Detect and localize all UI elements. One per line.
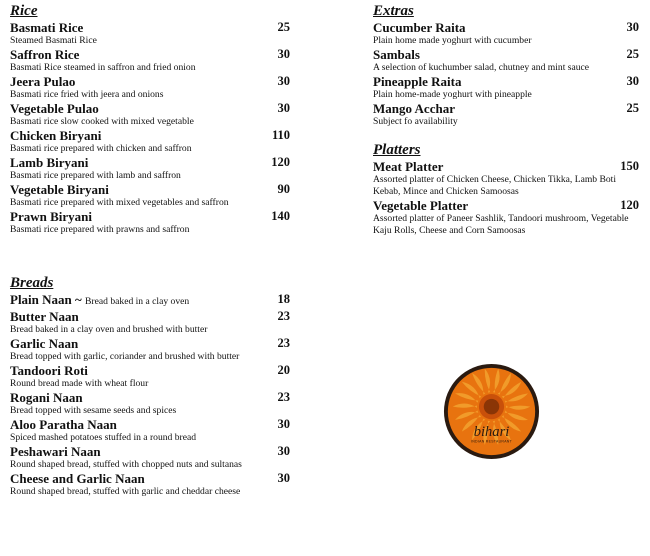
menu-item (373, 20, 639, 47)
item-price: 30 (277, 417, 290, 431)
menu-item (10, 390, 290, 417)
item-name: Peshawari Naan (10, 444, 101, 459)
item-price: 25 (626, 101, 639, 115)
rice-list (10, 20, 290, 236)
item-name: Pineapple Raita (373, 74, 462, 89)
menu-item (10, 20, 290, 47)
menu-item (10, 444, 290, 471)
logo-image (443, 363, 540, 460)
menu-item (10, 101, 290, 128)
item-desc: Subject fo availability (373, 116, 458, 127)
menu-item (10, 182, 290, 209)
item-desc: Bread topped with garlic, coriander and brushed with butter (10, 351, 240, 362)
item-desc: Basmati rice prepared with chicken and saffron (10, 143, 192, 154)
item-desc: Steamed Basmati Rice (10, 35, 97, 46)
item-name: Vegetable Biryani (10, 182, 109, 197)
item-name: Meat Platter (373, 159, 444, 174)
menu-item (10, 417, 290, 444)
item-desc: A selection of kuchumber salad, chutney and mint sauce (373, 62, 590, 73)
extras-list (373, 20, 639, 128)
item-name: Aloo Paratha Naan (10, 417, 117, 432)
menu-item (10, 209, 290, 236)
item-desc: Basmati rice fried with jeera and onions (10, 89, 164, 100)
item-price: 30 (277, 444, 290, 458)
item-price: 150 (620, 159, 639, 173)
item-price: 30 (626, 74, 639, 88)
breads-list (10, 309, 290, 498)
item-desc: Plain home-made yoghurt with pineapple (373, 89, 532, 100)
item-name: Sambals (373, 47, 420, 62)
menu-item (373, 47, 639, 74)
item-desc: Basmati rice prepared with mixed vegetables and saffron (10, 197, 229, 208)
item-desc: Bread baked in a clay oven (85, 296, 190, 307)
item-desc: Bread topped with sesame seeds and spices (10, 405, 177, 416)
platters-section (373, 142, 639, 237)
item-price: 25 (626, 47, 639, 61)
item-price: 18 (277, 292, 290, 306)
item-price: 120 (620, 198, 639, 212)
menu-item (10, 292, 290, 309)
item-price: 23 (277, 309, 290, 323)
rice-title: Rice (10, 3, 38, 19)
menu-item (373, 74, 639, 101)
menu-item (373, 101, 639, 128)
item-desc: Spiced mashed potatoes stuffed in a round bread (10, 432, 197, 443)
platters-title: Platters (373, 142, 421, 158)
item-name: Vegetable Pulao (10, 101, 99, 116)
item-price: 30 (277, 47, 290, 61)
item-desc: Round shaped bread, stuffed with garlic and cheddar cheese (10, 486, 241, 497)
platters-list (373, 159, 639, 237)
menu-item (373, 198, 639, 237)
item-desc: Assorted platter of Chicken Cheese, Chicken Tikka, Lamb Boti Kebab, Mince and Chicken Samoosas (373, 174, 617, 197)
item-name: Mango Acchar (373, 101, 455, 116)
item-desc: Assorted platter of Paneer Sashlik, Tandoori mushroom, Vegetable Kaju Rolls, Cheese and Corn Samoosas (373, 213, 629, 236)
logo-subtext: INDIAN RESTAURANT (470, 439, 513, 444)
item-name: Lamb Biryani (10, 155, 89, 170)
item-name: Plain Naan ~ (10, 292, 82, 307)
item-name: Cucumber Raita (373, 20, 466, 35)
breads-title: Breads (10, 275, 54, 291)
item-price: 23 (277, 390, 290, 404)
item-desc: Plain home made yoghurt with cucumber (373, 35, 532, 46)
item-price: 30 (277, 74, 290, 88)
item-price: 120 (271, 155, 290, 169)
menu-item (373, 159, 639, 198)
item-name: Butter Naan (10, 309, 79, 324)
item-name: Vegetable Platter (373, 198, 469, 213)
item-price: 25 (277, 20, 290, 34)
item-desc: Basmati rice prepared with lamb and saffron (10, 170, 181, 181)
menu-item (10, 47, 290, 74)
item-name: Basmati Rice (10, 20, 84, 35)
extras-section (373, 3, 639, 128)
item-name: Garlic Naan (10, 336, 79, 351)
item-price: 30 (277, 471, 290, 485)
logo-text: bihari (473, 423, 510, 440)
item-desc: Basmati rice prepared with prawns and saffron (10, 224, 190, 235)
item-name: Cheese and Garlic Naan (10, 471, 145, 486)
item-price: 30 (277, 101, 290, 115)
menu-item (10, 309, 290, 336)
menu-item (10, 336, 290, 363)
item-name: Saffron Rice (10, 47, 80, 62)
menu-item (10, 363, 290, 390)
item-price: 30 (626, 20, 639, 34)
item-desc: Round shaped bread, stuffed with chopped nuts and sultanas (10, 459, 242, 470)
breads-section (10, 275, 290, 498)
item-desc: Round bread made with wheat flour (10, 378, 149, 389)
item-name: Tandoori Roti (10, 363, 88, 378)
item-desc: Basmati Rice steamed in saffron and fried onion (10, 62, 196, 73)
extras-title: Extras (373, 3, 414, 19)
menu-item (10, 471, 290, 498)
item-name: Chicken Biryani (10, 128, 102, 143)
item-price: 23 (277, 336, 290, 350)
item-desc: Basmati rice slow cooked with mixed vegetable (10, 116, 194, 127)
item-name: Prawn Biryani (10, 209, 92, 224)
item-price: 90 (277, 182, 290, 196)
item-name: Rogani Naan (10, 390, 83, 405)
menu-item (10, 128, 290, 155)
menu-item (10, 74, 290, 101)
item-price: 20 (277, 363, 290, 377)
restaurant-logo (443, 363, 540, 460)
rice-section (10, 3, 290, 236)
item-price: 110 (271, 128, 290, 142)
item-price: 140 (271, 209, 290, 223)
menu-item (10, 155, 290, 182)
item-name: Jeera Pulao (10, 74, 76, 89)
item-desc: Bread baked in a clay oven and brushed with butter (10, 324, 208, 335)
